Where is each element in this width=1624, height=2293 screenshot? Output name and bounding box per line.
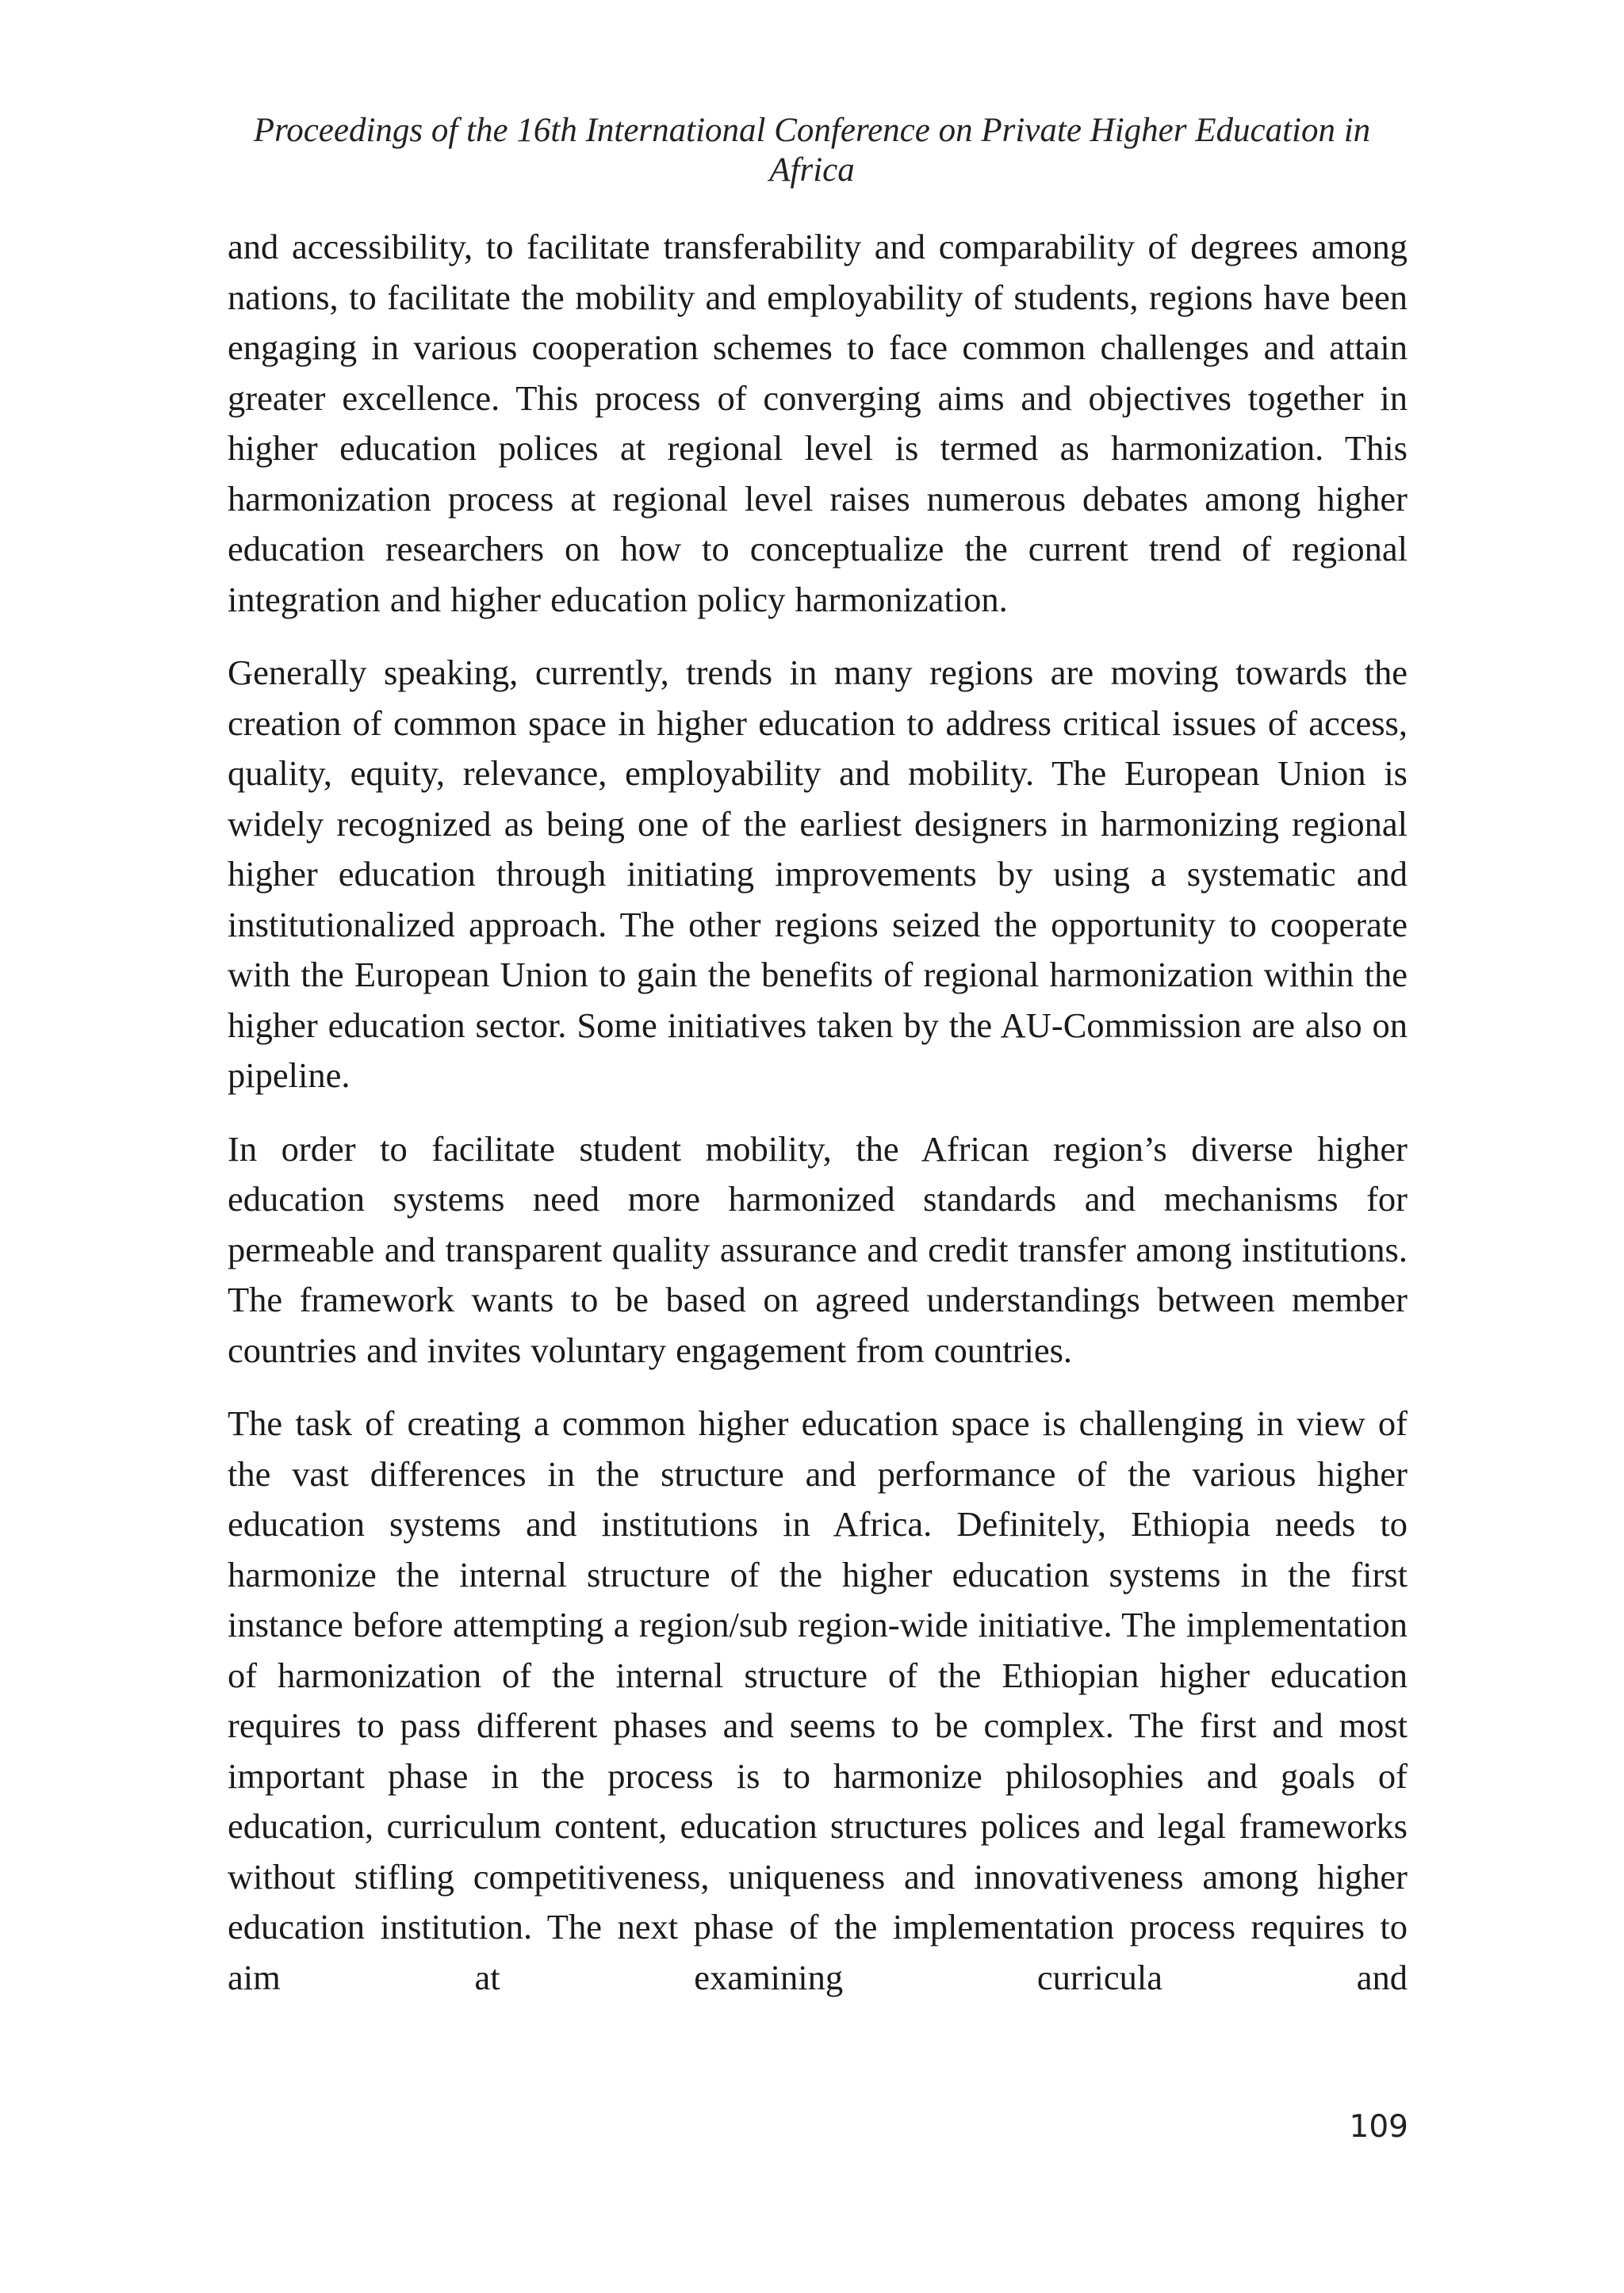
paragraph-2: Generally speaking, currently, trends in many regions are moving towards the creation of common space in higher education to address critical issues of access, quality, equity, relevance, employability and mobility. The European Union is widely recognized as being one of the earliest designers in harmonizing regional higher education through initiating improvements by using a systematic and institutionalized approach. The other regions seized the opportunity to cooperate with the European Union to gain the benefits of regional harmonization within the higher education sector. Some initiatives taken by the AU-Commission are also on pipeline. [228,653,1408,1095]
paragraph-3: In order to facilitate student mobility, the African region’s diverse higher education systems need more harmonized standards and mechanisms for permeable and transparent quality assurance and credit transfer among institutions. The framework wants to be based on agreed understandings between member countries and invites voluntary engagement from countries. [228,1128,1408,1370]
running-header-line-1: Proceedings of the 16th International Conference on Private Higher Education in [253,112,1371,149]
body-text [228,222,1408,2026]
paragraph-4: The task of creating a common higher education space is challenging in view of the vast differences in the structure and performance of the various higher education systems and institutions in Africa. Definitely, Ethiopia needs to harmonize the internal structure of the higher education systems in the first instance before attempting a region/sub region-wide initiative. The implementation of harmonization of the internal structure of the Ethiopian higher education requires to pass different phases and seems to be complex. The first and most important phase in the process is to harmonize philosophies and goals of education, curriculum content, education structures polices and legal frameworks without stifling competitiveness, uniqueness and innovativeness among higher education institution. The next phase of the implementation process requires to aim at examining curricula and [228,1403,1408,1997]
running-header-line-2: Africa [769,151,855,189]
paragraph-1: and accessibility, to facilitate transferability and comparability of degrees among nations, to facilitate the mobility and employability of students, regions have been engaging in various cooperation schemes to face common challenges and attain greater excellence. This process of converging aims and objectives together in higher education polices at regional level is termed as harmonization. This harmonization process at regional level raises numerous debates among higher education researchers on how to conceptualize the current trend of regional integration and higher education policy harmonization. [228,227,1408,619]
page-number: 109 [1349,2109,1408,2145]
running-header [222,111,1402,190]
